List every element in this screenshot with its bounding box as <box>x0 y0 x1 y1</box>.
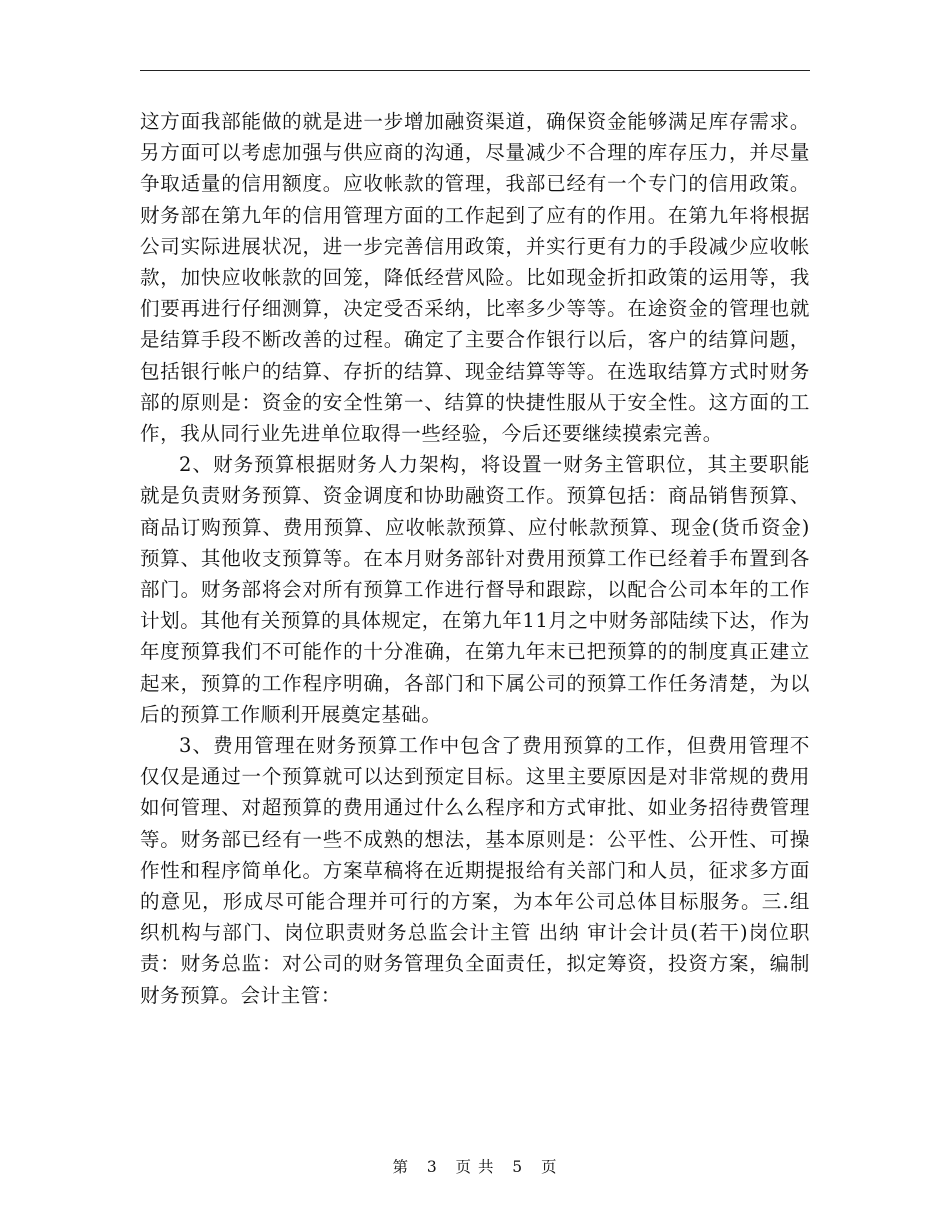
page-label-prefix: 第 <box>392 1158 410 1176</box>
current-page-number: 3 <box>426 1158 438 1176</box>
paragraph-1: 这方面我部能做的就是进一步增加融资渠道，确保资金能够满足库存需求。另方面可以考虑加强与供应商的沟通，尽量减少不合理的库存压力，并尽量争取适量的信用额度。应收帐款的管理，我部已经有一个专门的信用政策。财务部在第九年的信用管理方面的工作起到了应有的作用。在第九年将根据公司实际进展状况，进一步完善信用政策，并实行更有力的手段减少应收帐款，加快应收帐款的回笼，降低经营风险。比如现金折扣政策的运用等，我们要再进行仔细测算，决定受否采纳，比率多少等等。在途资金的管理也就是结算手段不断改善的过程。确定了主要合作银行以后，客户的结算问题，包括银行帐户的结算、存折的结算、现金结算等等。在选取结算方式时财务部的原则是：资金的安全性第一、结算的快捷性服从于安全性。这方面的工作，我从同行业先进单位取得一些经验，今后还要继续摸索完善。 <box>140 110 810 446</box>
page-footer <box>0 1155 950 1177</box>
page-label-mid: 页 共 <box>455 1158 495 1176</box>
paragraph-3: 3、费用管理在财务预算工作中包含了费用预算的工作，但费用管理不仅仅是通过一个预算就可以达到预定目标。这里主要原因是对非常规的费用如何管理、对超预算的费用通过什么么程序和方式审批、如业务招待费管理等。财务部已经有一些不成熟的想法，基本原则是：公平性、公开性、可操作性和程序简单化。方案草稿将在近期提报给有关部门和人员，征求多方面的意见，形成尽可能合理并可行的方案，为本年公司总体目标服务。三.组织机构与部门、岗位职责财务总监会计主管 出纳 审计会计员(若干)岗位职责：财务总监：对公司的财务管理负全面责任，拟定筹资，投资方案，编制财务预算。会计主管： <box>140 734 810 1007</box>
page-label-suffix: 页 <box>540 1158 558 1176</box>
document-body <box>140 106 810 1011</box>
total-pages-number: 5 <box>512 1158 524 1176</box>
paragraph-2: 2、财务预算根据财务人力架构，将设置一财务主管职位，其主要职能就是负责财务预算、资金调度和协助融资工作。预算包括：商品销售预算、商品订购预算、费用预算、应收帐款预算、应付帐款预算、现金(货币资金)预算、其他收支预算等。在本月财务部针对费用预算工作已经着手布置到各部门。财务部将会对所有预算工作进行督导和跟踪，以配合公司本年的工作计划。其他有关预算的具体规定，在第九年11月之中财务部陆续下达，作为年度预算我们不可能作的十分准确，在第九年末已把预算的的制度真正建立起来，预算的工作程序明确，各部门和下属公司的预算工作任务清楚，为以后的预算工作顺利开展奠定基础。 <box>140 453 810 726</box>
header-rule <box>140 70 810 71</box>
